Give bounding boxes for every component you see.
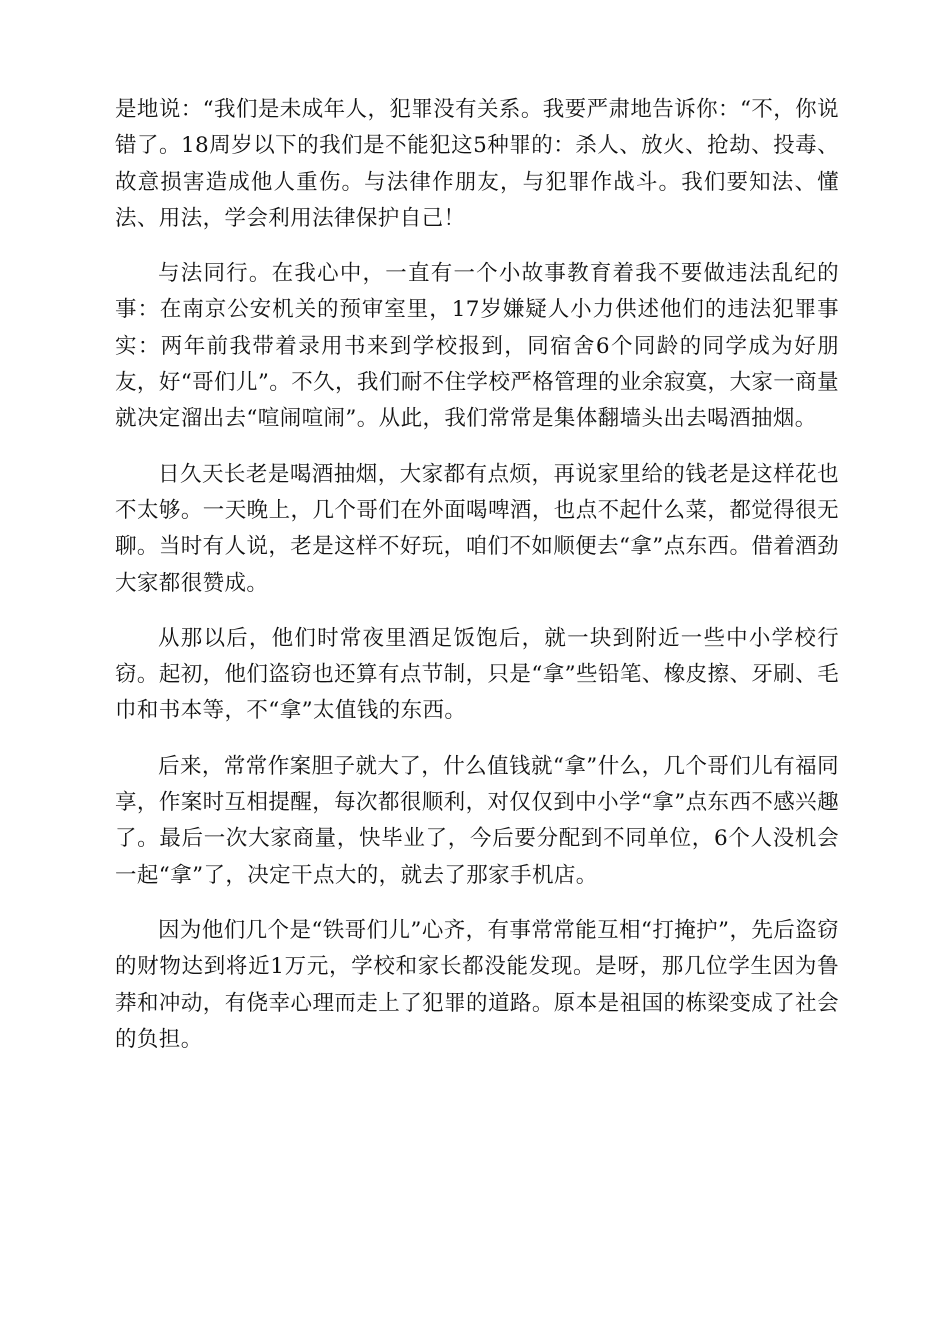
paragraph-1: 是地说：“我们是未成年人，犯罪没有关系。我要严肃地告诉你：“不，你说错了。18周岁以下的我们是不能犯这5种罪的：杀人、放火、抢劫、投毒、故意损害造成他人重伤。与法律作朋友，与犯罪作战斗。我们要知法、懂法、用法，学会利用法律保护自己！ (115, 97, 839, 231)
paragraph-6: 因为他们几个是“铁哥们儿”心齐，有事常常能互相“打掩护”，先后盗窃的财物达到将近1万元，学校和家长都没能发现。是呀，那几位学生因为鲁莽和冲动，有侥幸心理而走上了犯罪的道路。原本是祖国的栋梁变成了社会的负担。 (115, 917, 839, 1052)
paragraph-2: 与法同行。在我心中，一直有一个小故事教育着我不要做违法乱纪的事：在南京公安机关的预审室里，17岁嫌疑人小力供述他们的违法犯罪事实：两年前我带着录用书来到学校报到，同宿舍6个同龄的同学成为好朋友，好“哥们儿”。不久，我们耐不住学校严格管理的业余寂寞，大家一商量就决定溜出去“喧闹喧闹”。从此，我们常常是集体翻墙头出去喝酒抽烟。 (115, 261, 839, 432)
paragraph-4: 从那以后，他们时常夜里酒足饭饱后，就一块到附近一些中小学校行窃。起初，他们盗窃也还算有点节制，只是“拿”些铅笔、橡皮擦、牙刷、毛巾和书本等，不“拿”太值钱的东西。 (115, 625, 839, 724)
document-page (115, 92, 839, 1077)
paragraph-5: 后来，常常作案胆子就大了，什么值钱就“拿”什么，几个哥们儿有福同享，作案时互相提醒，每次都很顺利，对仅仅到中小学“拿”点东西不感兴趣了。最后一次大家商量，快毕业了，今后要分配到不同单位，6个人没机会一起“拿”了，决定干点大的，就去了那家手机店。 (115, 753, 839, 888)
paragraph-3: 日久天长老是喝酒抽烟，大家都有点烦，再说家里给的钱老是这样花也不太够。一天晚上，几个哥们在外面喝啤酒，也点不起什么菜，都觉得很无聊。当时有人说，老是这样不好玩，咱们不如顺便去“拿”点东西。借着酒劲大家都很赞成。 (115, 461, 839, 596)
